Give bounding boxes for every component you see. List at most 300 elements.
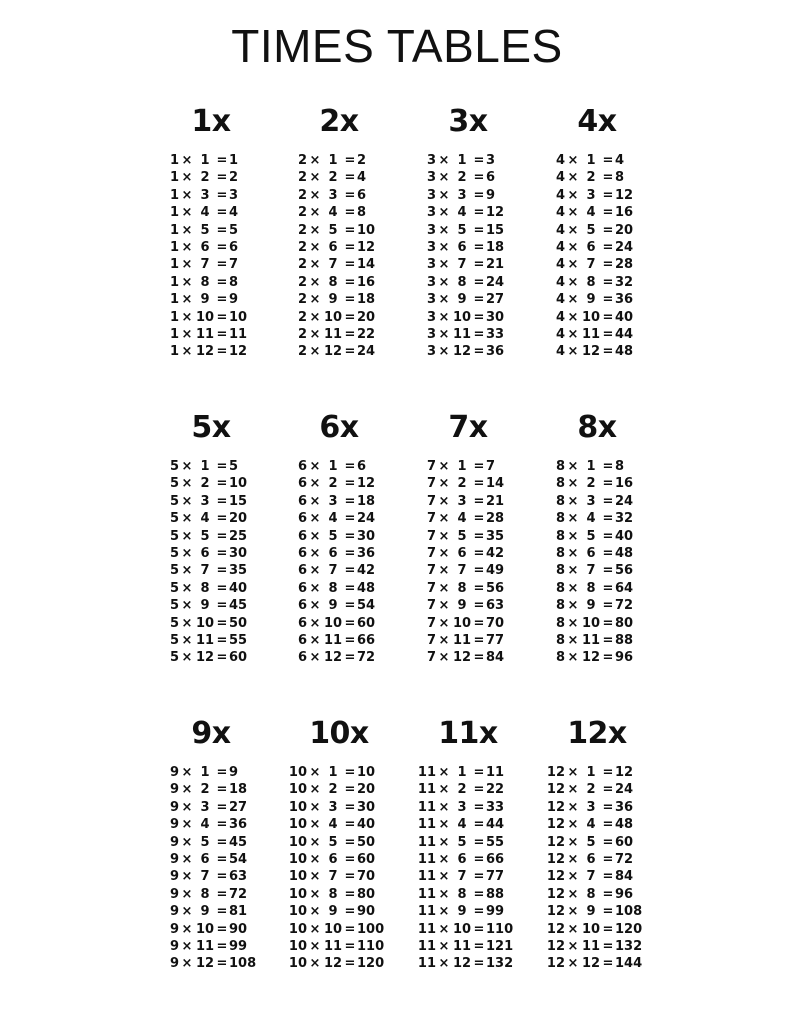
equation-row — [522, 580, 672, 597]
product: 40 — [357, 817, 376, 833]
product: 5 — [229, 222, 239, 238]
equation-row — [522, 239, 672, 256]
multiplicand: 12 — [546, 956, 565, 972]
equation-row — [264, 309, 414, 326]
multiplicand: 10 — [288, 834, 307, 850]
multiplicand: 8 — [555, 545, 565, 561]
product: 72 — [615, 598, 634, 614]
product: 77 — [486, 869, 505, 885]
equals-sign: = — [344, 632, 356, 648]
equals-sign: = — [473, 580, 485, 596]
multiplier: 6 — [457, 545, 467, 561]
times-sign: × — [181, 938, 193, 954]
equation-row — [264, 799, 414, 816]
equals-sign: = — [473, 799, 485, 815]
equals-sign: = — [216, 886, 228, 902]
multiplier: 7 — [328, 257, 338, 273]
equals-sign: = — [216, 239, 228, 255]
table-heading: 9x — [191, 716, 231, 751]
times-sign: × — [567, 615, 579, 631]
multiplier: 1 — [200, 153, 210, 168]
table-heading: 11x — [438, 716, 498, 751]
times-sign: × — [309, 274, 321, 290]
times-sign: × — [438, 344, 450, 360]
multiplier: 11 — [452, 632, 472, 648]
product: 56 — [615, 563, 634, 579]
times-sign: × — [438, 904, 450, 920]
multiplicand: 11 — [417, 869, 436, 885]
product: 11 — [229, 326, 248, 342]
multiplicand: 11 — [417, 938, 436, 954]
times-sign: × — [567, 257, 579, 273]
equation-row — [393, 834, 543, 851]
multiplicand: 3 — [426, 205, 436, 221]
multiplier: 10 — [323, 309, 343, 325]
multiplier: 5 — [457, 834, 467, 850]
multiplier: 1 — [200, 459, 210, 474]
multiplier: 2 — [457, 782, 467, 798]
multiplier: 9 — [328, 292, 338, 308]
equals-sign: = — [344, 904, 356, 920]
multiplicand: 12 — [546, 851, 565, 867]
product: 108 — [229, 956, 257, 972]
equals-sign: = — [473, 528, 485, 544]
times-sign: × — [438, 170, 450, 186]
product: 12 — [615, 765, 634, 780]
equals-sign: = — [344, 545, 356, 561]
equation-row — [264, 169, 414, 186]
equation-row — [264, 834, 414, 851]
times-table-6 — [264, 410, 414, 667]
times-sign: × — [181, 799, 193, 815]
equals-sign: = — [473, 886, 485, 902]
multiplier: 4 — [457, 511, 467, 527]
multiplicand: 8 — [555, 632, 565, 648]
times-table-11 — [393, 716, 543, 973]
multiplicand: 12 — [546, 938, 565, 954]
multiplier: 9 — [586, 598, 596, 614]
multiplicand: 10 — [288, 938, 307, 954]
times-sign: × — [567, 493, 579, 509]
equation-row — [393, 597, 543, 614]
product: 7 — [486, 459, 496, 474]
equals-sign: = — [216, 153, 228, 168]
multiplicand: 4 — [555, 344, 565, 360]
equals-sign: = — [473, 598, 485, 614]
times-sign: × — [438, 615, 450, 631]
multiplicand: 2 — [297, 257, 307, 273]
multiplicand: 10 — [288, 799, 307, 815]
times-sign: × — [181, 834, 193, 850]
multiplicand: 4 — [555, 257, 565, 273]
multiplier: 10 — [195, 921, 215, 937]
multiplier: 9 — [328, 904, 338, 920]
equals-sign: = — [216, 257, 228, 273]
multiplier: 2 — [200, 476, 210, 492]
table-heading: 8x — [577, 410, 617, 445]
equation-row — [522, 799, 672, 816]
equation-row — [393, 274, 543, 291]
product: 70 — [357, 869, 376, 885]
equals-sign: = — [473, 782, 485, 798]
multiplier: 3 — [200, 799, 210, 815]
times-sign: × — [438, 257, 450, 273]
equation-row — [522, 649, 672, 666]
equals-sign: = — [473, 545, 485, 561]
equation-row — [393, 921, 543, 938]
multiplier: 6 — [328, 545, 338, 561]
equation-row — [522, 152, 672, 169]
times-sign: × — [567, 476, 579, 492]
product: 88 — [486, 886, 505, 902]
product: 14 — [486, 476, 505, 492]
product: 6 — [357, 187, 367, 203]
product: 40 — [615, 309, 634, 325]
times-table-7 — [393, 410, 543, 667]
multiplier: 12 — [452, 956, 472, 972]
product: 48 — [615, 545, 634, 561]
times-sign: × — [567, 938, 579, 954]
product: 30 — [486, 309, 505, 325]
product: 60 — [357, 615, 376, 631]
multiplier: 7 — [328, 869, 338, 885]
product: 24 — [615, 493, 634, 509]
times-sign: × — [181, 309, 193, 325]
times-sign: × — [181, 344, 193, 360]
equals-sign: = — [216, 563, 228, 579]
product: 96 — [615, 886, 634, 902]
times-sign: × — [309, 615, 321, 631]
times-sign: × — [438, 459, 450, 474]
multiplier: 3 — [457, 493, 467, 509]
times-sign: × — [567, 650, 579, 666]
multiplicand: 5 — [169, 511, 179, 527]
table-rows — [264, 152, 414, 361]
multiplier: 5 — [328, 528, 338, 544]
multiplier: 9 — [200, 292, 210, 308]
product: 120 — [615, 921, 643, 937]
times-sign: × — [438, 765, 450, 780]
equals-sign: = — [473, 476, 485, 492]
multiplier: 11 — [195, 632, 215, 648]
equals-sign: = — [602, 921, 614, 937]
times-sign: × — [309, 326, 321, 342]
equals-sign: = — [473, 222, 485, 238]
equals-sign: = — [602, 615, 614, 631]
product: 72 — [357, 650, 376, 666]
multiplier: 4 — [200, 205, 210, 221]
multiplicand: 5 — [169, 615, 179, 631]
multiplier: 7 — [200, 563, 210, 579]
multiplicand: 11 — [417, 851, 436, 867]
product: 60 — [357, 851, 376, 867]
times-sign: × — [309, 782, 321, 798]
multiplicand: 11 — [417, 921, 436, 937]
times-sign: × — [309, 459, 321, 474]
multiplicand: 12 — [546, 782, 565, 798]
equals-sign: = — [602, 239, 614, 255]
multiplier: 8 — [200, 580, 210, 596]
equation-row — [393, 545, 543, 562]
multiplicand: 12 — [546, 869, 565, 885]
multiplicand: 7 — [426, 476, 436, 492]
times-sign: × — [181, 580, 193, 596]
times-sign: × — [309, 921, 321, 937]
times-sign: × — [309, 222, 321, 238]
equals-sign: = — [473, 921, 485, 937]
equation-row — [264, 615, 414, 632]
equation-row — [264, 239, 414, 256]
multiplier: 9 — [328, 598, 338, 614]
product: 70 — [486, 615, 505, 631]
multiplicand: 9 — [169, 886, 179, 902]
equation-row — [393, 938, 543, 955]
equals-sign: = — [216, 598, 228, 614]
multiplicand: 2 — [297, 292, 307, 308]
multiplier: 8 — [328, 886, 338, 902]
multiplier: 1 — [457, 765, 467, 780]
multiplier: 11 — [452, 326, 472, 342]
equals-sign: = — [602, 511, 614, 527]
multiplicand: 8 — [555, 615, 565, 631]
equals-sign: = — [602, 563, 614, 579]
multiplicand: 10 — [288, 904, 307, 920]
times-sign: × — [567, 563, 579, 579]
multiplier: 5 — [200, 528, 210, 544]
equals-sign: = — [344, 528, 356, 544]
times-sign: × — [438, 274, 450, 290]
equals-sign: = — [216, 938, 228, 954]
multiplicand: 1 — [169, 309, 179, 325]
product: 20 — [357, 309, 376, 325]
times-sign: × — [438, 511, 450, 527]
equals-sign: = — [473, 650, 485, 666]
equation-row — [393, 256, 543, 273]
equals-sign: = — [602, 632, 614, 648]
product: 40 — [229, 580, 248, 596]
times-sign: × — [567, 886, 579, 902]
multiplicand: 1 — [169, 274, 179, 290]
product: 40 — [615, 528, 634, 544]
multiplicand: 11 — [417, 886, 436, 902]
product: 2 — [357, 153, 367, 168]
multiplicand: 11 — [417, 904, 436, 920]
equation-row — [264, 921, 414, 938]
multiplier: 12 — [581, 344, 601, 360]
multiplicand: 8 — [555, 580, 565, 596]
equation-row — [393, 649, 543, 666]
product: 42 — [486, 545, 505, 561]
equals-sign: = — [216, 650, 228, 666]
multiplicand: 9 — [169, 817, 179, 833]
multiplier: 1 — [586, 765, 596, 780]
multiplicand: 12 — [546, 834, 565, 850]
multiplier: 4 — [328, 817, 338, 833]
multiplier: 10 — [323, 921, 343, 937]
equation-row — [393, 528, 543, 545]
equation-row — [522, 903, 672, 920]
multiplier: 6 — [457, 851, 467, 867]
equals-sign: = — [216, 834, 228, 850]
multiplicand: 6 — [297, 459, 307, 474]
times-sign: × — [567, 782, 579, 798]
equals-sign: = — [216, 170, 228, 186]
equation-row — [264, 938, 414, 955]
equals-sign: = — [602, 257, 614, 273]
product: 32 — [615, 274, 634, 290]
multiplicand: 1 — [169, 344, 179, 360]
product: 22 — [357, 326, 376, 342]
multiplicand: 2 — [297, 222, 307, 238]
times-sign: × — [309, 632, 321, 648]
multiplier: 6 — [586, 851, 596, 867]
multiplier: 2 — [586, 476, 596, 492]
multiplier: 12 — [323, 650, 343, 666]
multiplicand: 9 — [169, 869, 179, 885]
product: 84 — [615, 869, 634, 885]
equation-row — [393, 955, 543, 972]
times-sign: × — [309, 563, 321, 579]
product: 33 — [486, 326, 505, 342]
product: 6 — [486, 170, 496, 186]
equals-sign: = — [344, 205, 356, 221]
equals-sign: = — [216, 799, 228, 815]
multiplier: 7 — [457, 563, 467, 579]
equals-sign: = — [216, 476, 228, 492]
equals-sign: = — [602, 598, 614, 614]
product: 48 — [615, 344, 634, 360]
multiplicand: 4 — [555, 274, 565, 290]
times-sign: × — [309, 834, 321, 850]
equation-row — [393, 475, 543, 492]
product: 66 — [357, 632, 376, 648]
multiplicand: 1 — [169, 257, 179, 273]
multiplicand: 7 — [426, 511, 436, 527]
product: 4 — [229, 205, 239, 221]
equation-row — [264, 816, 414, 833]
multiplier: 1 — [328, 459, 338, 474]
times-sign: × — [567, 545, 579, 561]
times-sign: × — [438, 956, 450, 972]
product: 18 — [486, 239, 505, 255]
multiplier: 11 — [195, 938, 215, 954]
product: 20 — [357, 782, 376, 798]
equals-sign: = — [216, 205, 228, 221]
times-table-10 — [264, 716, 414, 973]
multiplier: 8 — [457, 274, 467, 290]
equals-sign: = — [602, 170, 614, 186]
product: 10 — [357, 765, 376, 780]
times-sign: × — [309, 765, 321, 780]
multiplicand: 10 — [288, 817, 307, 833]
multiplier: 1 — [328, 153, 338, 168]
multiplier: 2 — [586, 170, 596, 186]
multiplier: 7 — [200, 257, 210, 273]
times-sign: × — [567, 205, 579, 221]
multiplicand: 2 — [297, 153, 307, 168]
equation-row — [264, 458, 414, 475]
multiplier: 5 — [457, 528, 467, 544]
equals-sign: = — [473, 834, 485, 850]
times-sign: × — [567, 187, 579, 203]
multiplicand: 10 — [288, 886, 307, 902]
times-sign: × — [309, 511, 321, 527]
equals-sign: = — [473, 187, 485, 203]
times-sign: × — [181, 904, 193, 920]
page-title: TIMES TABLES — [231, 20, 563, 72]
product: 36 — [615, 799, 634, 815]
multiplicand: 11 — [417, 765, 436, 780]
table-heading: 1x — [191, 104, 231, 139]
multiplicand: 8 — [555, 528, 565, 544]
multiplicand: 10 — [288, 782, 307, 798]
multiplier: 10 — [452, 921, 472, 937]
product: 54 — [357, 598, 376, 614]
product: 80 — [357, 886, 376, 902]
multiplicand: 8 — [555, 598, 565, 614]
equals-sign: = — [216, 528, 228, 544]
multiplier: 3 — [586, 799, 596, 815]
times-table-2 — [264, 104, 414, 361]
multiplier: 2 — [328, 782, 338, 798]
product: 6 — [229, 239, 239, 255]
times-sign: × — [567, 851, 579, 867]
multiplier: 6 — [586, 239, 596, 255]
multiplicand: 3 — [426, 222, 436, 238]
table-rows — [264, 764, 414, 973]
product: 8 — [615, 459, 625, 474]
equals-sign: = — [216, 782, 228, 798]
product: 80 — [615, 615, 634, 631]
product: 28 — [486, 511, 505, 527]
multiplier: 10 — [452, 309, 472, 325]
table-rows — [393, 458, 543, 667]
equals-sign: = — [473, 956, 485, 972]
equals-sign: = — [216, 956, 228, 972]
multiplicand: 6 — [297, 545, 307, 561]
equation-row — [522, 309, 672, 326]
multiplier: 12 — [323, 344, 343, 360]
multiplier: 3 — [586, 493, 596, 509]
times-sign: × — [181, 205, 193, 221]
equation-row — [393, 632, 543, 649]
multiplicand: 8 — [555, 459, 565, 474]
product: 27 — [229, 799, 248, 815]
multiplicand: 6 — [297, 650, 307, 666]
multiplicand: 11 — [417, 817, 436, 833]
multiplicand: 1 — [169, 292, 179, 308]
times-sign: × — [438, 292, 450, 308]
multiplicand: 10 — [288, 921, 307, 937]
equals-sign: = — [473, 563, 485, 579]
equals-sign: = — [344, 292, 356, 308]
equals-sign: = — [602, 904, 614, 920]
multiplier: 4 — [457, 205, 467, 221]
multiplicand: 10 — [288, 851, 307, 867]
multiplicand: 9 — [169, 834, 179, 850]
multiplicand: 6 — [297, 476, 307, 492]
multiplicand: 6 — [297, 580, 307, 596]
equals-sign: = — [602, 153, 614, 168]
equals-sign: = — [216, 765, 228, 780]
times-sign: × — [181, 545, 193, 561]
equation-row — [522, 545, 672, 562]
product: 18 — [229, 782, 248, 798]
equals-sign: = — [216, 344, 228, 360]
product: 14 — [357, 257, 376, 273]
table-rows — [264, 458, 414, 667]
product: 18 — [357, 292, 376, 308]
